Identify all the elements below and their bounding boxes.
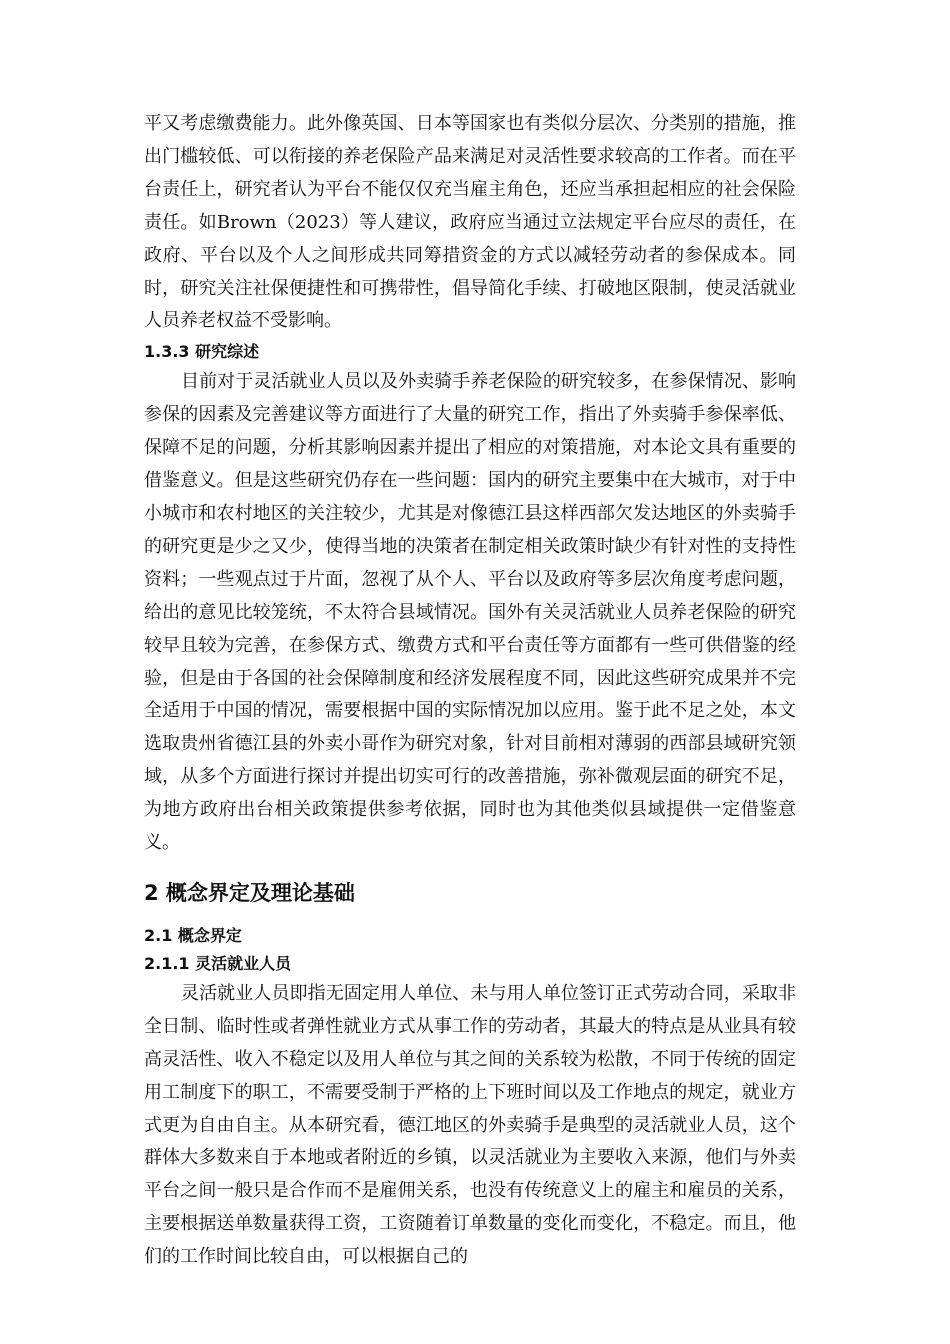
section-heading-1-3-3: 1.3.3 研究综述: [144, 342, 260, 362]
section-heading-2-1: 2.1 概念界定: [144, 925, 242, 945]
section-heading-2-1-1: 2.1.1 灵活就业人员: [144, 953, 292, 973]
body-paragraph-review: 目前对于灵活就业人员以及外卖骑手养老保险的研究较多，在参保情况、影响参保的因素及完善建议等方面进行了大量的研究工作，指出了外卖骑手参保率低、保障不足的问题，分析其影响因素并提出了相应的对策措施，对本论文具有重要的借鉴意义。但是这些研究仍存在一些问题：国内的研究主要集中在大城市，对于中小城市和农村地区的关注较少，尤其是对像德江县这样西部欠发达地区的外卖骑手的研究更是少之又少，使得当地的决策者在制定相关政策时缺少有针对性的支持性资料；一些观点过于片面，忽视了从个人、平台以及政府等多层次角度考虑问题，给出的意见比较笼统，不太符合县域情况。国外有关灵活就业人员养老保险的研究较早且较为完善，在参保方式、缴费方式和平台责任等方面都有一些可供借鉴的经验，但是由于各国的社会保障制度和经济发展程度不同，因此这些研究成果并不完全适用于中国的情况，需要根据中国的实际情况加以应用。鉴于此不足之处，本文选取贵州省德江县的外卖小哥作为研究对象，针对目前相对薄弱的西部县域研究领域，从多个方面进行探讨并提出切实可行的改善措施，弥补微观层面的研究不足，为地方政府出台相关政策提供参考依据，同时也为其他类似县域提供一定借鉴意义。: [144, 371, 796, 854]
body-paragraph-continued: 平又考虑缴费能力。此外像英国、日本等国家也有类似分层次、分类别的措施，推出门槛较低、可以衔接的养老保险产品来满足对灵活性要求较高的工作者。而在平台责任上，研究者认为平台不能仅仅充当雇主角色，还应当承担起相应的社会保险责任。如Brown（2023）等人建议，政府应当通过立法规定平台应尽的责任，在政府、平台以及个人之间形成共同筹措资金的方式以减轻劳动者的参保成本。同时，研究关注社保便捷性和可携带性，倡导简化手续、打破地区限制，使灵活就业人员养老权益不受影响。: [144, 113, 796, 332]
body-paragraph-definition: 灵活就业人员即指无固定用人单位、未与用人单位签订正式劳动合同，采取非全日制、临时性或者弹性就业方式从事工作的劳动者，其最大的特点是从业具有较高灵活性、收入不稳定以及用人单位与其之间的关系较为松散，不同于传统的固定用工制度下的职工，不需要受制于严格的上下班时间以及工作地点的规定，就业方式更为自由自主。从本研究看，德江地区的外卖骑手是典型的灵活就业人员，这个群体大多数来自于本地或者附近的乡镇，以灵活就业为主要收入来源，他们与外卖平台之间一般只是合作而不是雇佣关系，也没有传统意义上的雇主和雇员的关系，主要根据送单数量获得工资，工资随着订单数量的变化而变化，不稳定。而且，他们的工作时间比较自由，可以根据自己的: [144, 982, 796, 1268]
document-page: [144, 108, 796, 1274]
chapter-heading-2: 2 概念界定及理论基础: [144, 880, 355, 905]
